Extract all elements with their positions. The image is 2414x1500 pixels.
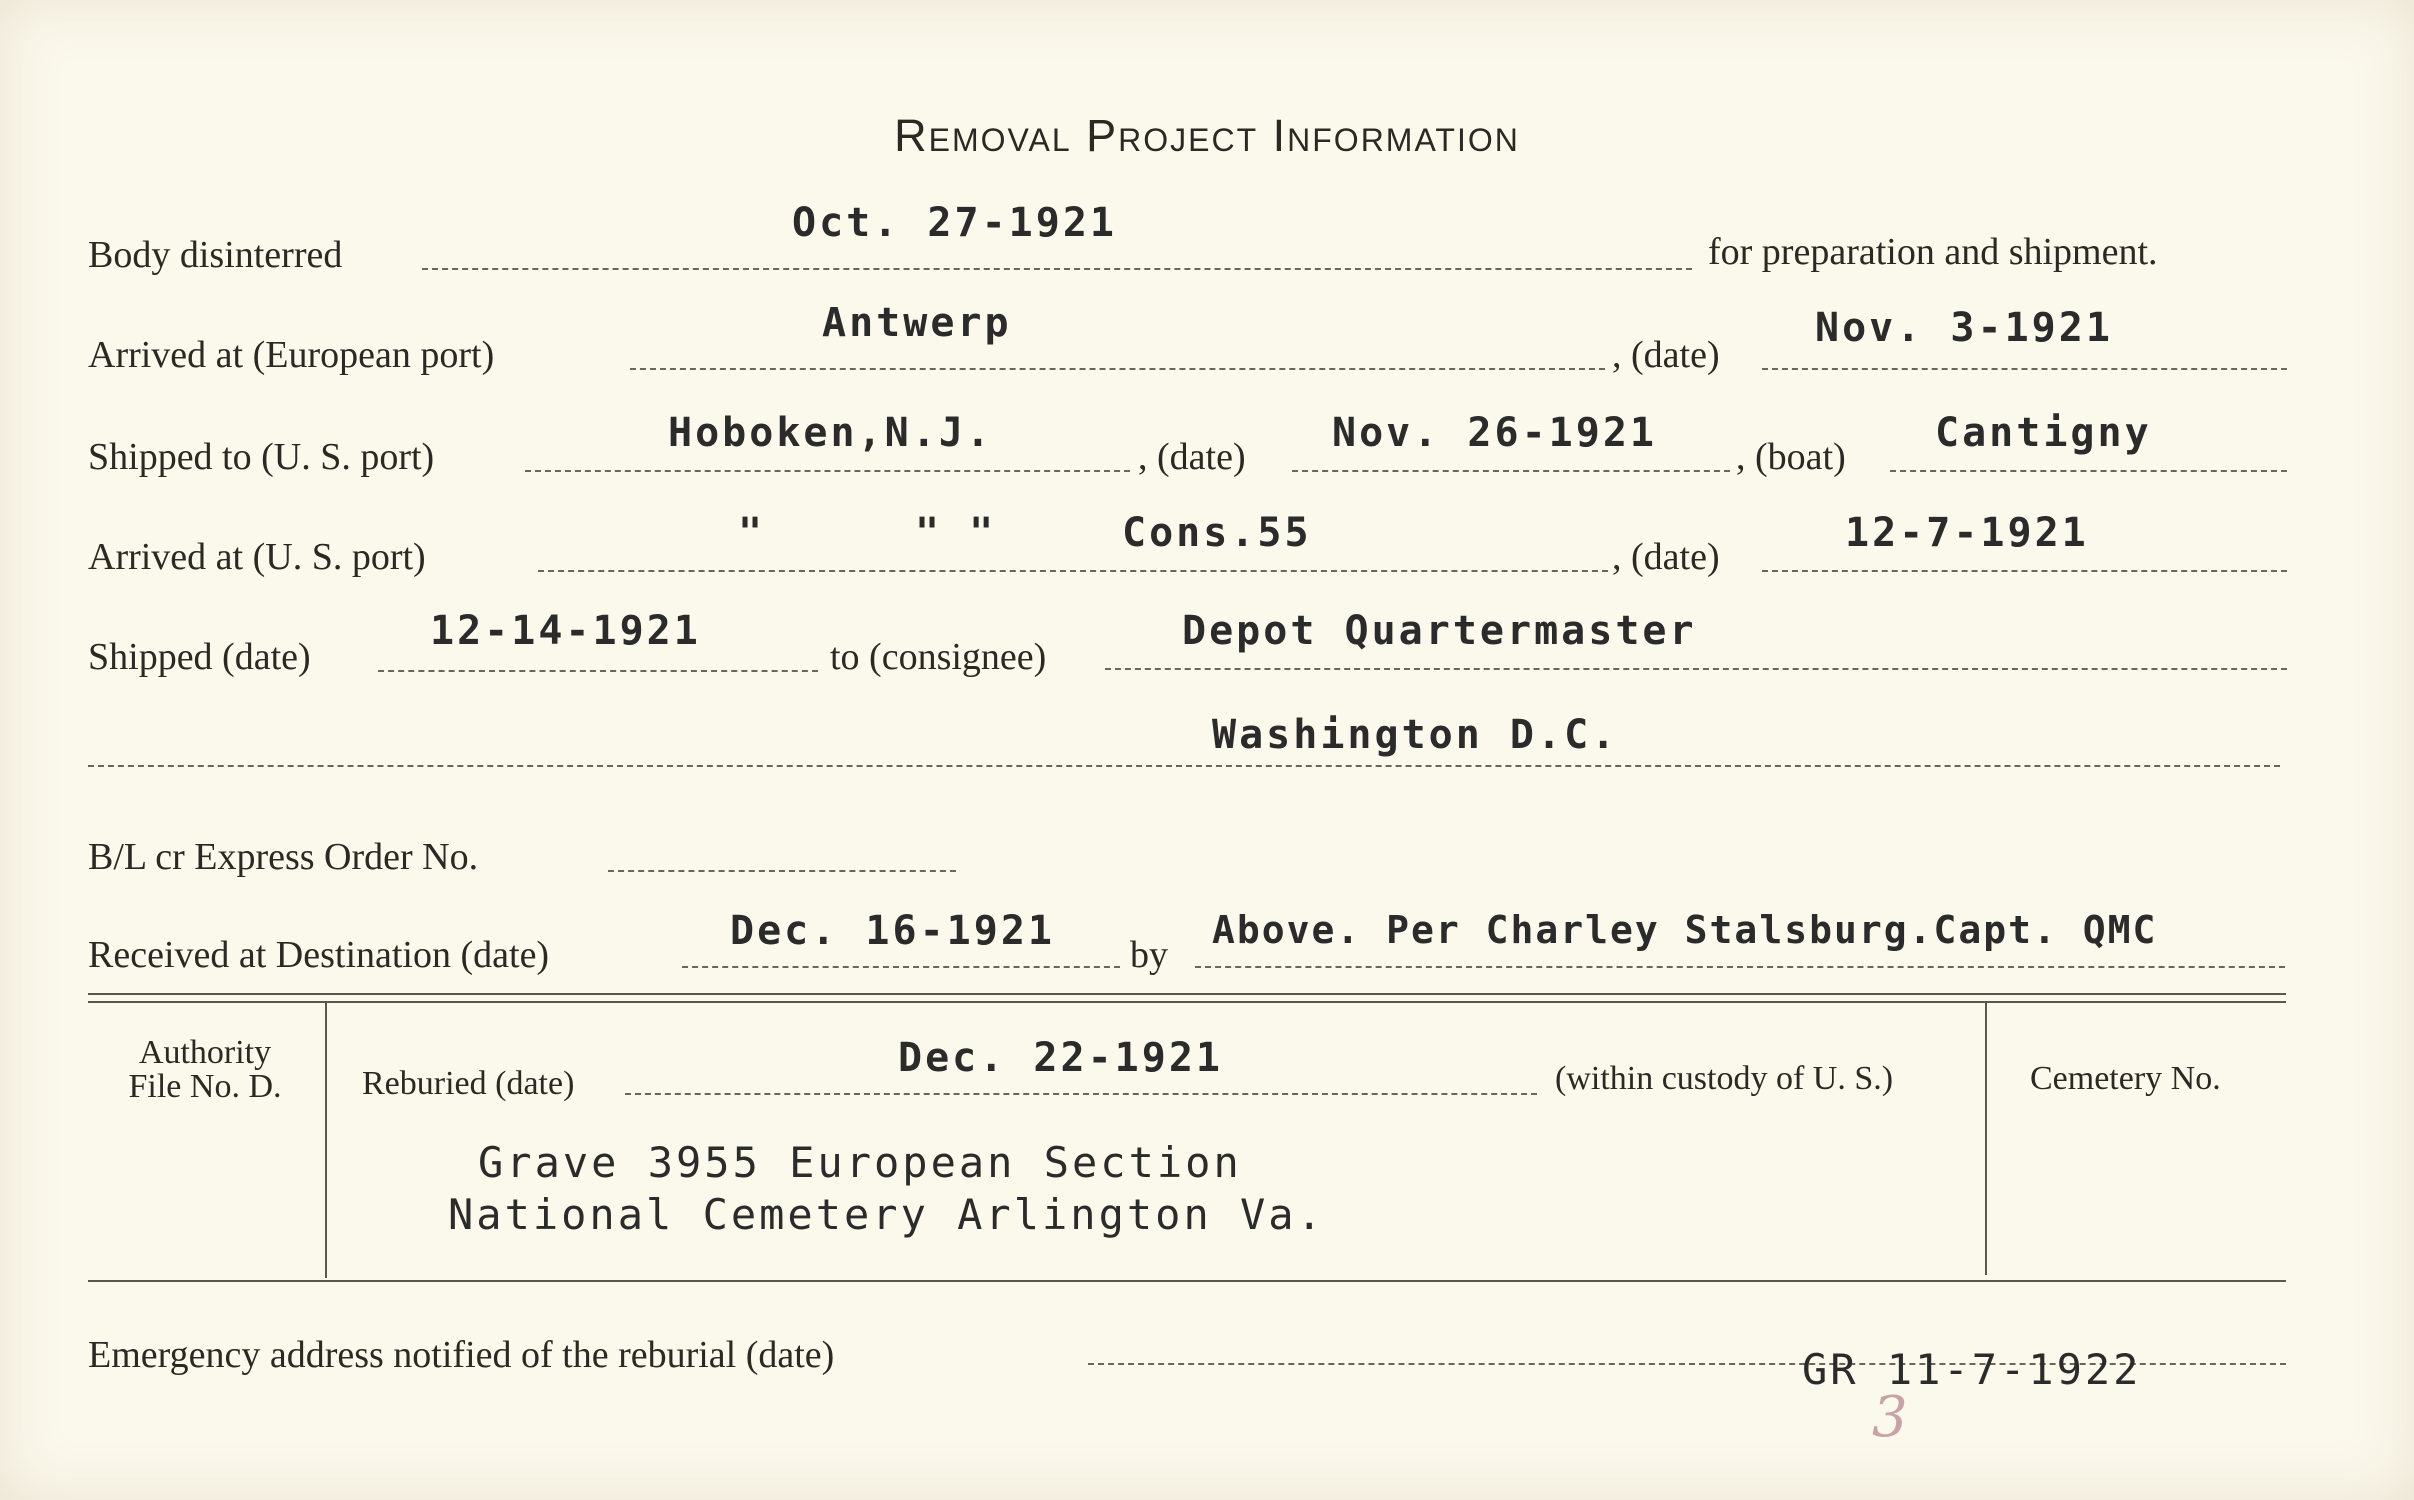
line-consignee-continued (88, 765, 2280, 767)
label-authority-file-no (100, 1036, 310, 1104)
label-date-text: (date) (1157, 436, 1246, 478)
card-title: Removal Project Information (894, 110, 1520, 161)
label-arrived-us-port: Arrived at (U. S. port) (88, 536, 426, 578)
value-reburied-date: Dec. 22-1921 (898, 1035, 1223, 1081)
label-boat-text: (boat) (1755, 436, 1846, 478)
value-european-port: Antwerp (822, 300, 1012, 346)
label-european-date: , (date) (1612, 334, 1720, 376)
line-body-disinterred (422, 268, 1692, 270)
label-received-by: by (1130, 934, 1168, 976)
label-bl-express-order: B/L cr Express Order No. (88, 836, 479, 878)
value-us-port: Hoboken,N.J. (668, 410, 993, 456)
line-arrived-us-port (538, 570, 1608, 572)
line-arrived-us-date (1762, 570, 2287, 572)
value-received-by: Above. Per Charley Stalsburg.Capt. QMC (1212, 908, 2158, 952)
value-boat: Cantigny (1935, 410, 2152, 456)
label-boat: , (boat) (1736, 436, 1846, 478)
line-shipped-date (378, 670, 818, 672)
label-date-text: (date) (1631, 536, 1720, 578)
box-divider-right (1985, 1003, 1987, 1275)
value-received-date: Dec. 16-1921 (730, 908, 1055, 954)
value-arrived-ditto-1: " (738, 510, 766, 556)
label-date-text: (date) (1631, 334, 1720, 376)
label-arrived-us-date: , (date) (1612, 536, 1720, 578)
line-received-date (682, 966, 1120, 968)
label-for-preparation: for preparation and shipment. (1708, 231, 2158, 273)
label-cemetery-no: Cemetery No. (2030, 1060, 2221, 1097)
box-bottom-rule (88, 1280, 2286, 1282)
label-authority-line1: Authority (138, 1034, 272, 1071)
value-shipped-date: 12-14-1921 (430, 608, 701, 654)
line-reburied-date (625, 1093, 1537, 1095)
label-reburied-date: Reburied (date) (362, 1065, 575, 1102)
value-reburial-line1: Grave 3955 European Section (478, 1138, 1242, 1187)
label-authority-line2: File No. D. (128, 1068, 282, 1105)
line-bl-express-order (608, 870, 956, 872)
label-emergency-address: Emergency address notified of the reburial (date) (88, 1334, 835, 1376)
line-consignee (1105, 668, 2287, 670)
value-european-port-date: Nov. 3-1921 (1815, 305, 2113, 351)
line-european-port (630, 368, 1605, 370)
label-to-consignee: to (consignee) (830, 636, 1047, 678)
value-shipped-to-date: Nov. 26-1921 (1332, 410, 1657, 456)
line-european-date (1762, 368, 2287, 370)
line-received-by (1195, 966, 2285, 968)
value-arrived-us-date: 12-7-1921 (1845, 510, 2089, 556)
line-shipped-to-date (1292, 470, 1730, 472)
label-within-custody: (within custody of U. S.) (1555, 1060, 1894, 1097)
label-arrived-european-port: Arrived at (European port) (88, 334, 495, 376)
value-consignee-line2: Washington D.C. (1212, 712, 1619, 758)
box-top-rule (88, 993, 2286, 995)
value-reburial-line2: National Cemetery Arlington Va. (448, 1190, 1325, 1239)
value-consignee-line1: Depot Quartermaster (1182, 608, 1697, 654)
label-received-at-destination: Received at Destination (date) (88, 934, 550, 976)
label-body-disinterred: Body disinterred (88, 234, 343, 276)
label-shipped-to-date: , (date) (1138, 436, 1246, 478)
value-emergency-notified: GR 11-7-1922 (1802, 1345, 2142, 1394)
value-disinterred-date: Oct. 27-1921 (792, 200, 1117, 246)
pencil-mark: 3 (1872, 1385, 1908, 1450)
value-arrived-ditto-2: " " (915, 510, 997, 556)
value-arrived-boat: Cons.55 (1122, 510, 1312, 556)
line-boat (1890, 470, 2287, 472)
box-top-rule-inner (88, 1001, 2286, 1003)
label-shipped-date: Shipped (date) (88, 636, 311, 678)
line-us-port (525, 470, 1130, 472)
label-shipped-to-us-port: Shipped to (U. S. port) (88, 436, 435, 478)
box-divider-left (325, 1003, 327, 1278)
